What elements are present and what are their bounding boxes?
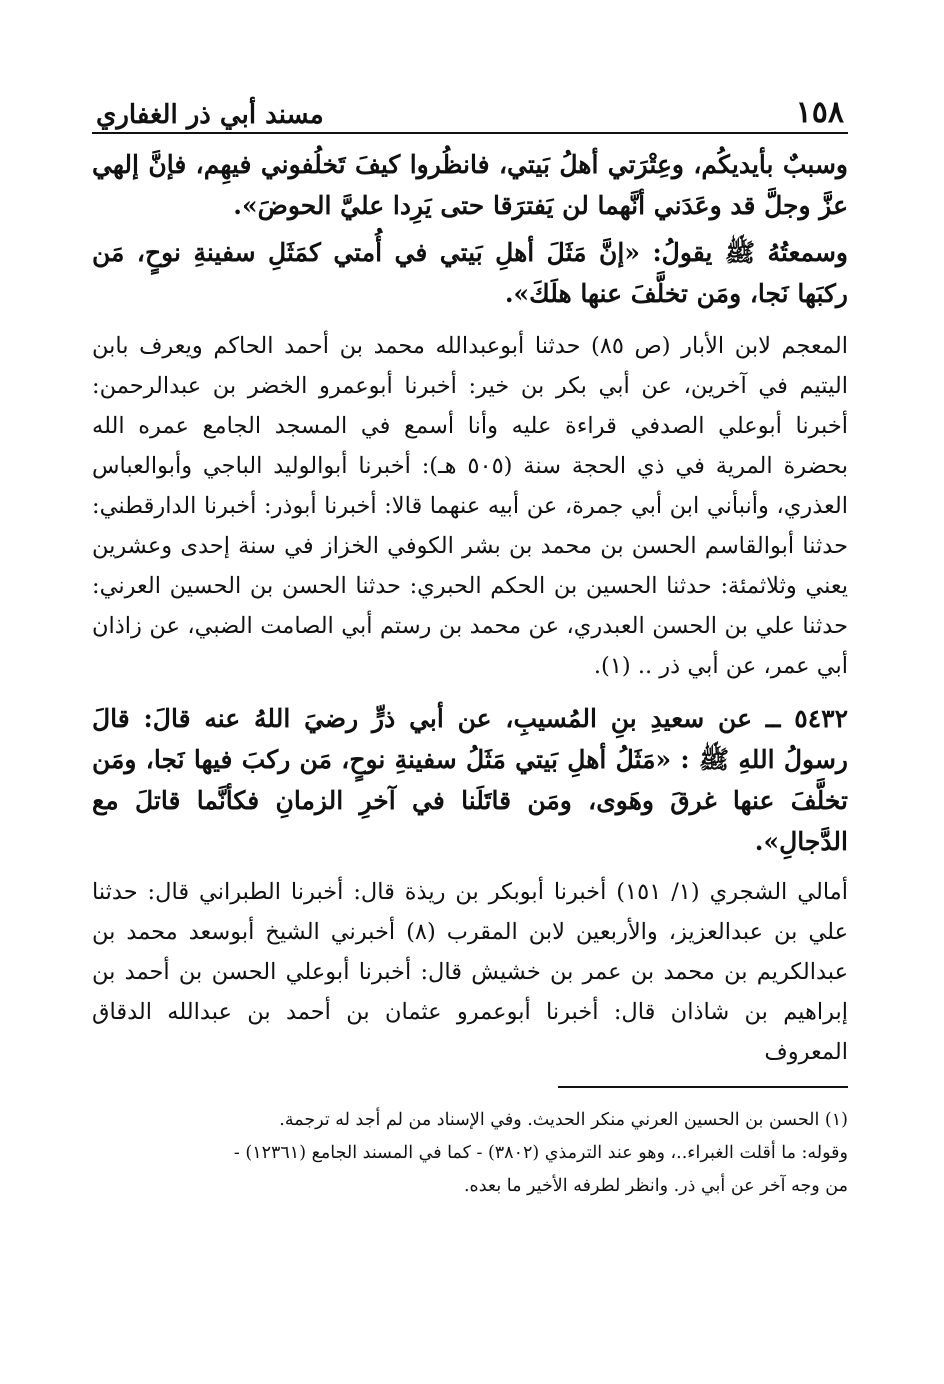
hadith-continuation: وسببٌ بأيديكُم، وعِتْرَتي أهلُ بَيتي، فانظُروا كيفَ تَخلُفوني فيهِم، فإنَّ إلهي عزَّ وجلَّ قد وعَدَني أنَّهما لن يَفترَقا حتى يَرِدا عليَّ الحوضَ».: [92, 150, 848, 220]
page-body: [92, 144, 848, 1072]
page-number: ١٥٨: [795, 95, 844, 130]
hadith-saying: وسمعتُهُ ﷺ يقولُ: «إنَّ مَثَلَ أهلِ بَيتي في أُمتي كمَثَلِ سفينةِ نوحٍ، مَن ركبَها نَجا، ومَن تخلَّفَ عنها هلَكَ».: [92, 238, 848, 308]
footnote-1-continued: وقوله: ما أقلت الغبراء..، وهو عند الترمذي (٣٨٠٢) - كما في المسند الجامع (١٢٣٦١) -: [233, 1143, 848, 1163]
page-header: [92, 82, 848, 134]
isnad-paragraph: المعجم لابن الأبار (ص ٨٥) حدثنا أبوعبدالله محمد بن أحمد الحاكم ويعرف بابن اليتيم في آخرين، عن أبي بكر بن خير: أخبرنا أبوعمرو الخضر بن عبدالرحمن: أخبرنا أبوعلي الصدفي قراءة عليه وأنا أسمع في المسجد الجامع عمره الله بحضرة المرية في ذي الحجة سنة (٥٠٥ هـ): أخبرنا أبوالوليد الباجي وأبوالعباس العذري، وأنبأني ابن أبي جمرة، عن أبيه عنهما قالا: أخبرنا أبوذر: أخبرنا الدارقطني: حدثنا أبوالقاسم الحسن بن محمد بن بشر الكوفي الخزاز في سنة إحدى وعشرين يعني وثلاثمئة: حدثنا الحسين بن الحكم الحبري: حدثنا الحسن بن الحسين العرني: حدثنا علي بن الحسن العبدري، عن محمد بن رستم أبي الصامت الضبي، عن زاذان أبي عمر، عن أبي ذر .. (١).: [92, 333, 849, 679]
footnote-1: (١) الحسن بن الحسين العرني منكر الحديث. وفي الإسناد من لم أجد له ترجمة.: [279, 1110, 848, 1130]
footnote-1-continued-2: من وجه آخر عن أبي ذر. وانظر لطرفه الأخير ما بعده.: [463, 1176, 848, 1196]
footnotes: [92, 1104, 848, 1203]
running-title: مسند أبي ذر الغفاري: [96, 100, 324, 130]
hadith-5432: ٥٤٣٢ ــ عن سعيدِ بنِ المُسيبِ، عن أبي ذرٍّ رضيَ اللهُ عنه قالَ: قالَ رسولُ اللهِ ﷺ : «مَثَلُ أهلِ بَيتي مَثَلُ سفينةِ نوحٍ، مَن ركبَ فيها نَجا، ومَن تخلَّفَ عنها غرقَ وهَوى، ومَن قاتَلَنا في آخرِ الزمانِ فكأنَّما قاتلَ مع الدَّجالِ».: [92, 704, 848, 856]
isnad-paragraph-2: أمالي الشجري (١/ ١٥١) أخبرنا أبوبكر بن ريذة قال: أخبرنا الطبراني قال: حدثنا علي بن عبدالعزيز، والأربعين لابن المقرب (٨) أخبرني الشيخ أبوسعد محمد بن عبدالكريم بن محمد بن عمر بن خشيش قال: أخبرنا أبوعلي الحسن بن أحمد بن إبراهيم بن شاذان قال: أخبرنا أبوعمرو عثمان بن أحمد بن عبدالله الدقاق المعروف: [92, 879, 848, 1065]
footnote-separator: [558, 1086, 848, 1088]
